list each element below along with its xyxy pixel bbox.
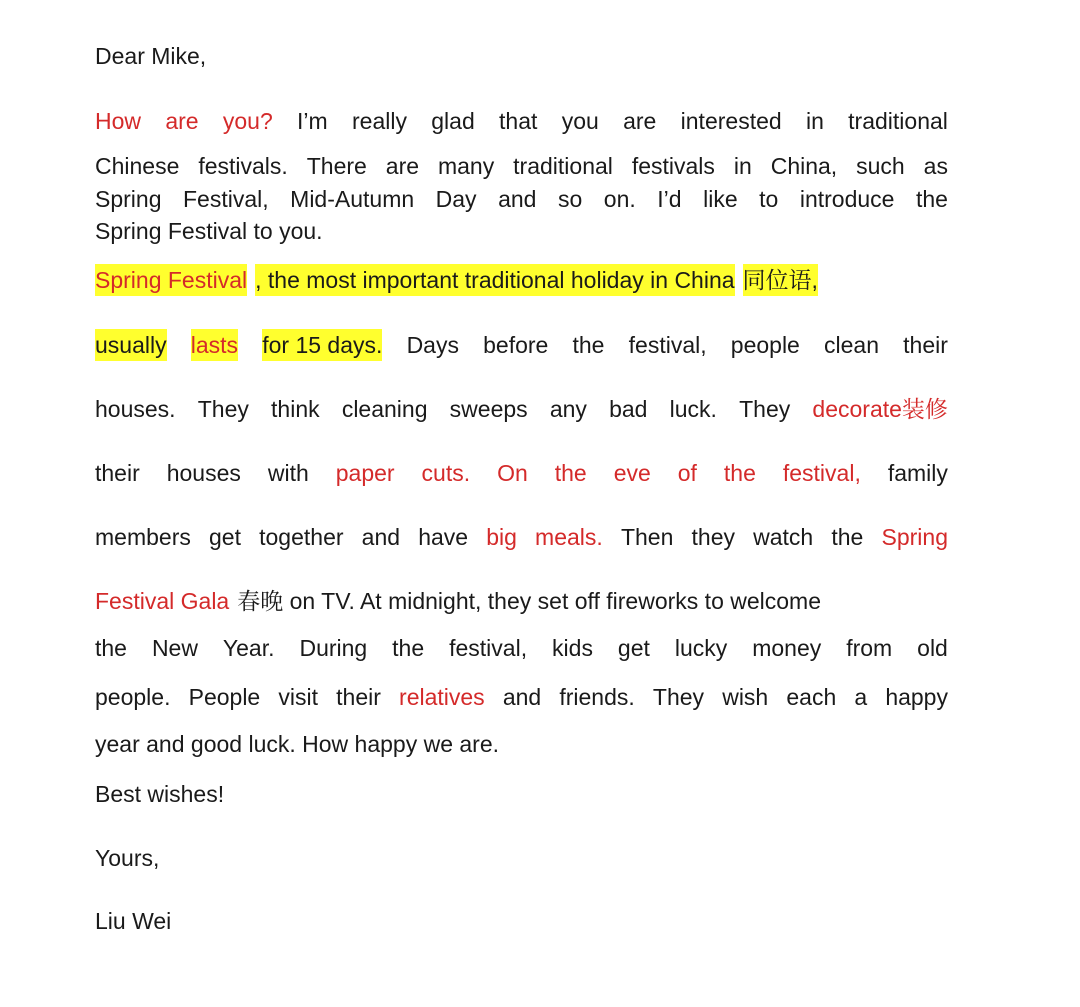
body-line (95, 215, 948, 247)
text-run: so (557, 186, 583, 212)
highlighted-phrase: are (165, 108, 199, 134)
closing-wishes: Best wishes! (95, 781, 225, 807)
highlighted-phrase: lasts (191, 329, 238, 361)
text-run: , the most important traditional holiday in China (255, 264, 734, 296)
text-run: Then (620, 524, 674, 550)
highlighted-phrase: you? (222, 108, 273, 134)
text-run: kids (552, 635, 593, 661)
text-run: visit (278, 684, 318, 710)
text-run: their (336, 684, 381, 710)
text-run: There (306, 153, 367, 179)
signature: Liu Wei (95, 908, 172, 934)
text-run: year and good luck. How happy we are. (95, 731, 500, 757)
text-run: China, (770, 153, 838, 179)
body-line (95, 585, 948, 617)
text-run: Days (406, 332, 459, 358)
text-run: During (299, 635, 368, 661)
text-run: festivals. (198, 153, 288, 179)
text-run: money (752, 635, 822, 661)
text-run: many (437, 153, 495, 179)
text-run: their (903, 332, 948, 358)
text-run: glad (431, 108, 475, 134)
text-run: Chinese (95, 153, 180, 179)
text-run: have (418, 524, 469, 550)
text-run: really (352, 108, 407, 134)
highlighted-phrase: of (677, 460, 697, 486)
text-run: festivals (631, 153, 715, 179)
text-run: before (483, 332, 549, 358)
text-run: They (739, 396, 791, 422)
text-run: Festival, (183, 186, 269, 212)
highlighted-phrase: Spring (881, 524, 948, 550)
text-run: you (561, 108, 599, 134)
highlighted-phrase: cuts. (421, 460, 471, 486)
highlighted-phrase: How (95, 108, 142, 134)
text-run: Spring Festival to you. (95, 218, 323, 244)
text-run: friends. (559, 684, 635, 710)
text-run: old (917, 635, 948, 661)
body-line (95, 728, 948, 760)
text-run: get (209, 524, 241, 550)
text-run: a (854, 684, 868, 710)
text-run: festival, (628, 332, 707, 358)
text-run: any (549, 396, 587, 422)
text-run: together (259, 524, 344, 550)
text-run: members (95, 524, 191, 550)
text-run: introduce (799, 186, 895, 212)
body-line (95, 393, 948, 425)
text-run: to (759, 186, 779, 212)
text-run: and (361, 524, 401, 550)
text-run: are (385, 153, 420, 179)
highlighted-phrase: festival, (782, 460, 861, 486)
text-run: usually (95, 329, 167, 361)
text-run: Spring (95, 186, 162, 212)
text-run: and (502, 684, 542, 710)
text-run: traditional (513, 153, 613, 179)
greeting: Dear Mike, (95, 43, 207, 69)
body-line (95, 681, 948, 713)
text-run: the (915, 186, 948, 212)
text-run: family (887, 460, 948, 486)
text-run: each (786, 684, 837, 710)
text-run: wish (722, 684, 769, 710)
highlighted-phrase: the (554, 460, 587, 486)
highlighted-phrase: paper (335, 460, 395, 486)
text-run: I’m (297, 108, 328, 134)
text-run: the (392, 635, 425, 661)
text-run: cleaning (341, 396, 428, 422)
highlighted-phrase: Festival Gala (95, 588, 230, 614)
text-run: on. (603, 186, 636, 212)
text-run: in (805, 108, 824, 134)
text-run: 同位语, (743, 264, 818, 296)
text-run: sweeps (449, 396, 528, 422)
body-line (95, 264, 948, 296)
text-run: I’d (657, 186, 682, 212)
text-run: with (267, 460, 309, 486)
text-run: get (617, 635, 650, 661)
text-run: and (498, 186, 537, 212)
highlighted-phrase: On (497, 460, 528, 486)
text-run: traditional (848, 108, 948, 134)
text-run: as (923, 153, 948, 179)
text-run: Mid-Autumn (290, 186, 415, 212)
highlighted-phrase: eve (613, 460, 651, 486)
text-run: are (623, 108, 657, 134)
text-run: think (271, 396, 320, 422)
text-run: happy (885, 684, 948, 710)
text-run: houses (166, 460, 241, 486)
text-run: from (846, 635, 893, 661)
highlighted-phrase: the (723, 460, 756, 486)
text-run: interested (680, 108, 782, 134)
text-run: houses. (95, 396, 176, 422)
body-line (95, 329, 948, 361)
text-run: their (95, 460, 140, 486)
text-run: They (652, 684, 705, 710)
text-run: the (572, 332, 605, 358)
text-run: such (856, 153, 905, 179)
text-run: people (730, 332, 800, 358)
highlighted-phrase: meals. (535, 524, 603, 550)
text-run: like (703, 186, 738, 212)
highlighted-phrase: Spring Festival (95, 264, 247, 296)
text-run: People (188, 684, 261, 710)
text-run: watch (753, 524, 814, 550)
closing: Yours, (95, 845, 160, 871)
text-run: Day (435, 186, 477, 212)
text-run: bad (609, 396, 648, 422)
text-run: luck. (669, 396, 717, 422)
body-line (95, 521, 948, 553)
text-run: clean (824, 332, 879, 358)
text-run: for 15 days. (262, 329, 382, 361)
text-run: New (151, 635, 198, 661)
text-run: people. (95, 684, 171, 710)
body-line (95, 183, 948, 215)
text-run: the (95, 635, 127, 661)
body-line (95, 457, 948, 489)
body-line (95, 105, 948, 137)
text-run: they (691, 524, 735, 550)
text-run: the (831, 524, 864, 550)
body-line (95, 150, 948, 182)
text-run: festival, (449, 635, 528, 661)
text-run: 春晚 on TV. At midnight, they set off fireworks to welcome (237, 588, 822, 614)
highlighted-phrase: relatives (399, 684, 485, 710)
text-run: that (499, 108, 538, 134)
body-line (95, 632, 948, 664)
text-run: They (197, 396, 249, 422)
highlighted-phrase: decorate装修 (812, 396, 948, 422)
text-run: in (733, 153, 752, 179)
text-run: lucky (674, 635, 728, 661)
text-run: Year. (222, 635, 275, 661)
highlighted-phrase: big (486, 524, 517, 550)
